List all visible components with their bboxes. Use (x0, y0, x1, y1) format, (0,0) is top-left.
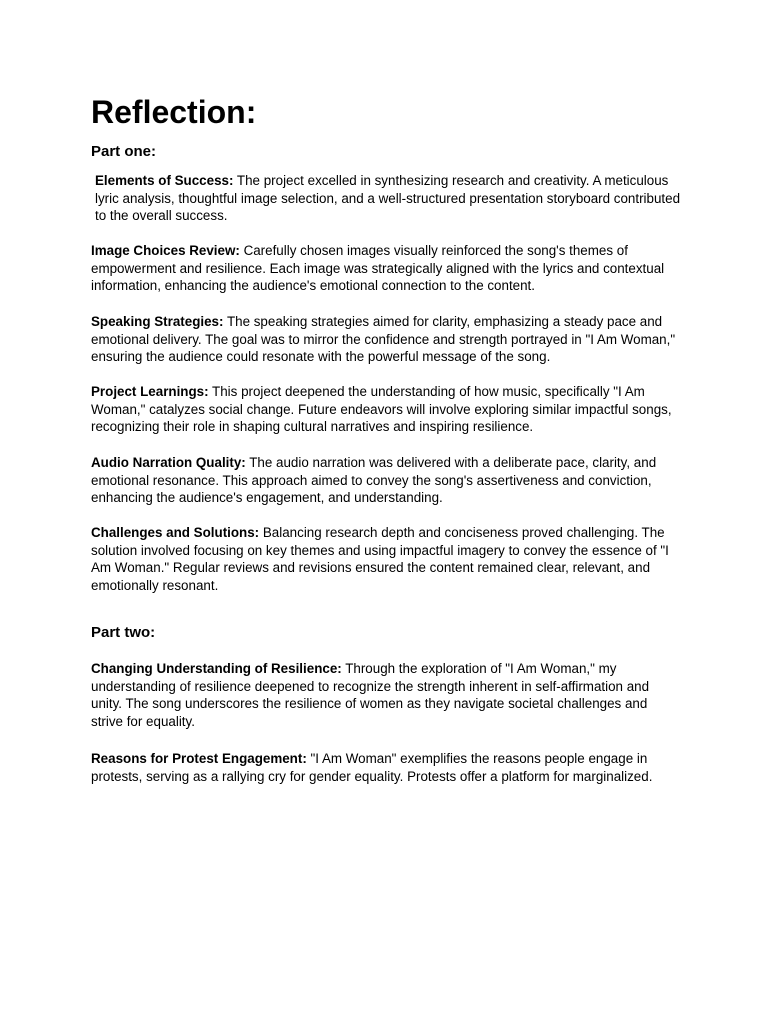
section-changing-understanding-of-resilience (91, 660, 681, 731)
section-challenges-and-solutions (91, 524, 681, 595)
section-label: Image Choices Review: (91, 243, 240, 258)
section-speaking-strategies (91, 313, 681, 366)
section-text: The audio narration was delivered with a deliberate pace, clarity, and emotional resonance. This approach aimed to convey the song's assertiveness and conviction, enhancing the audience's engagement, and understanding. (91, 455, 657, 506)
section-label: Reasons for Protest Engagement: (91, 751, 307, 766)
section-text: The speaking strategies aimed for clarity, emphasizing a steady pace and emotional delivery. The goal was to mirror the confidence and strength portrayed in "I Am Woman," ensuring the audience could resonate with the powerful message of the song. (91, 314, 676, 365)
section-label: Audio Narration Quality: (91, 455, 246, 470)
part-one-heading: Part one: (91, 143, 157, 160)
section-project-learnings (91, 383, 681, 436)
section-image-choices-review (91, 242, 681, 295)
section-label: Changing Understanding of Resilience: (91, 661, 342, 676)
section-label: Speaking Strategies: (91, 314, 224, 329)
section-label: Elements of Success: (95, 173, 234, 188)
section-text: Balancing research depth and conciseness proved challenging. The solution involved focusing on key themes and using impactful imagery to convey the essence of "I Am Woman." Regular reviews and revisions ensured the content remained clear, relevant, and emotionally resonant. (91, 525, 669, 594)
section-elements-of-success (91, 172, 685, 225)
section-text: The project excelled in synthesizing research and creativity. A meticulous lyric analysis, thoughtful image selection, and a well-structured presentation storyboard contributed to the overall success. (95, 173, 681, 224)
page-title: Reflection: (91, 94, 257, 130)
section-label: Project Learnings: (91, 384, 209, 399)
section-audio-narration-quality (91, 454, 681, 507)
section-label: Challenges and Solutions: (91, 525, 260, 540)
section-text: Carefully chosen images visually reinforced the song's themes of empowerment and resilience. Each image was strategically aligned with the lyrics and contextual information, enhancing the audience's emotional connection to the content. (91, 243, 665, 294)
section-reasons-for-protest-engagement (91, 750, 681, 785)
part-two-heading: Part two: (91, 624, 156, 641)
section-text: Through the exploration of "I Am Woman," my understanding of resilience deepened to recognize the strength inherent in self-affirmation and unity. The song underscores the resilience of women as they navigate societal challenges and strive for equality. (91, 661, 650, 730)
section-text: This project deepened the understanding of how music, specifically "I Am Woman," catalyzes social change. Future endeavors will involve exploring similar impactful songs, recognizing their role in shaping cultural narratives and inspiring resilience. (91, 384, 672, 435)
section-text: "I Am Woman" exemplifies the reasons people engage in protests, serving as a rallying cry for gender equality. Protests offer a platform for marginalized. (91, 751, 653, 784)
